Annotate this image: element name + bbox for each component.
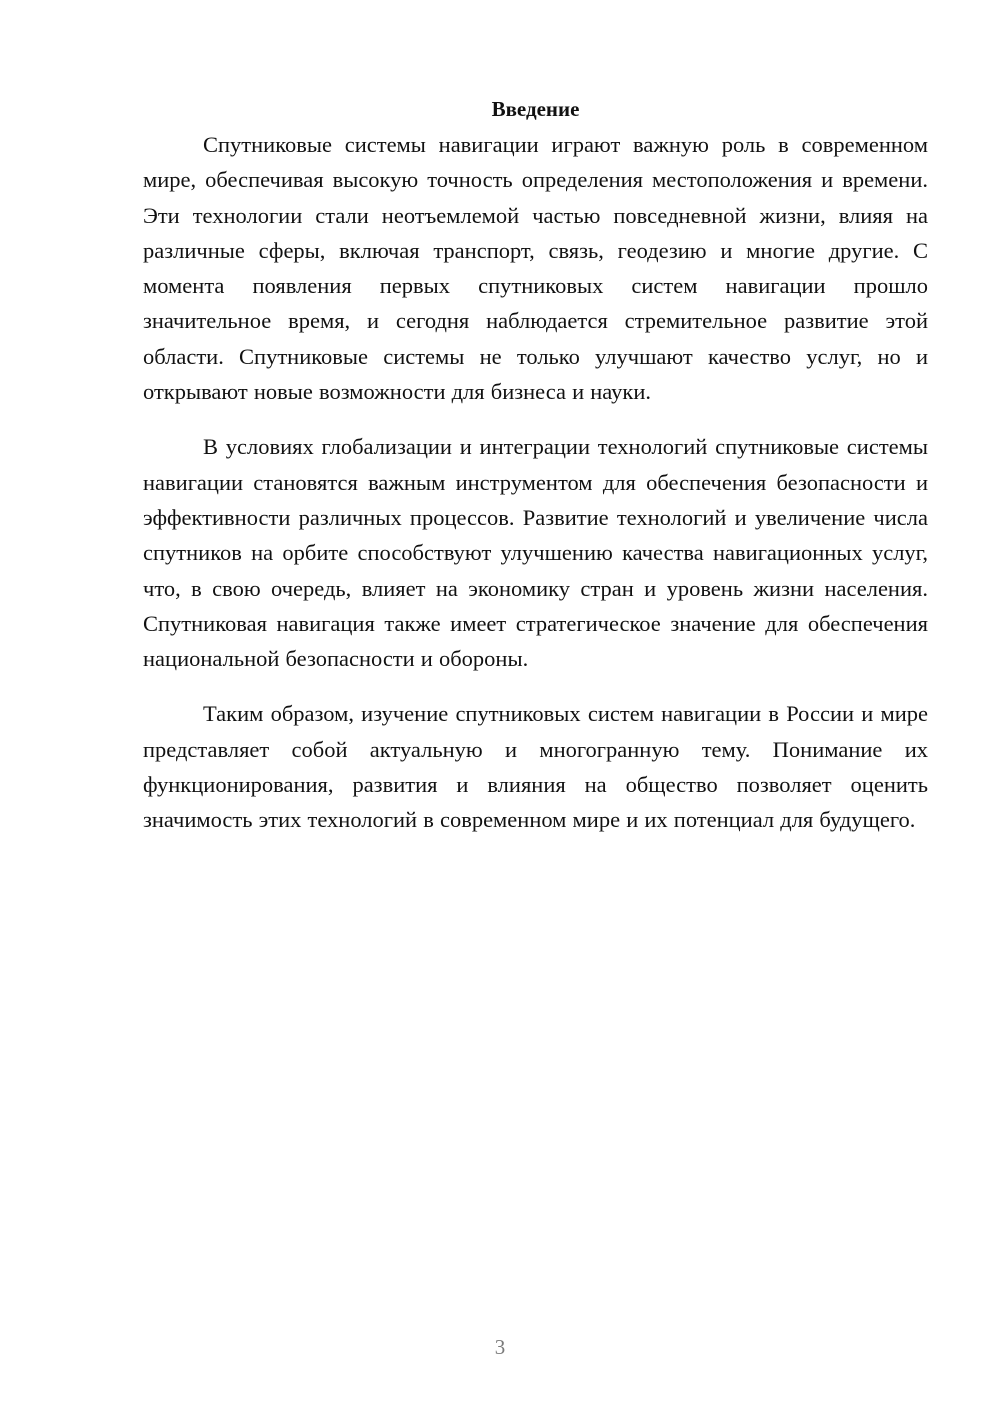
paragraph-2: В условиях глобализации и интеграции технологий спутниковые системы навигации становятся важным инструментом для обеспечения безопасности и эффективности различных процессов. Развитие технологий и увеличение числа спутников на орбите способствуют улучшению качества навигационных услуг, что, в свою очередь, влияет на экономику стран и уровень жизни населения. Спутниковая навигация также имеет стратегическое значение для обеспечения национальной безопасности и обороны. — [143, 434, 928, 672]
paragraph-1: Спутниковые системы навигации играют важную роль в современном мире, обеспечивая высокую точность определения местоположения и времени. Эти технологии стали неотъемлемой частью повседневной жизни, влияя на различные сферы, включая транспорт, связь, геодезию и многие другие. С момента появления первых спутниковых систем навигации прошло значительное время, и сегодня наблюдается стремительное развитие этой области. Спутниковые системы не только улучшают качество услуг, но и открывают новые возможности для бизнеса и науки. — [143, 132, 928, 405]
section-title: Введение — [491, 97, 580, 121]
page-content — [143, 94, 928, 838]
paragraph-3: Таким образом, изучение спутниковых систем навигации в России и мире представляет собой актуальную и многогранную тему. Понимание их функционирования, развития и влияния на общество позволяет оценить значимость этих технологий в современном мире и их потенциал для будущего. — [143, 701, 928, 833]
page-number: 3 — [494, 1335, 506, 1359]
